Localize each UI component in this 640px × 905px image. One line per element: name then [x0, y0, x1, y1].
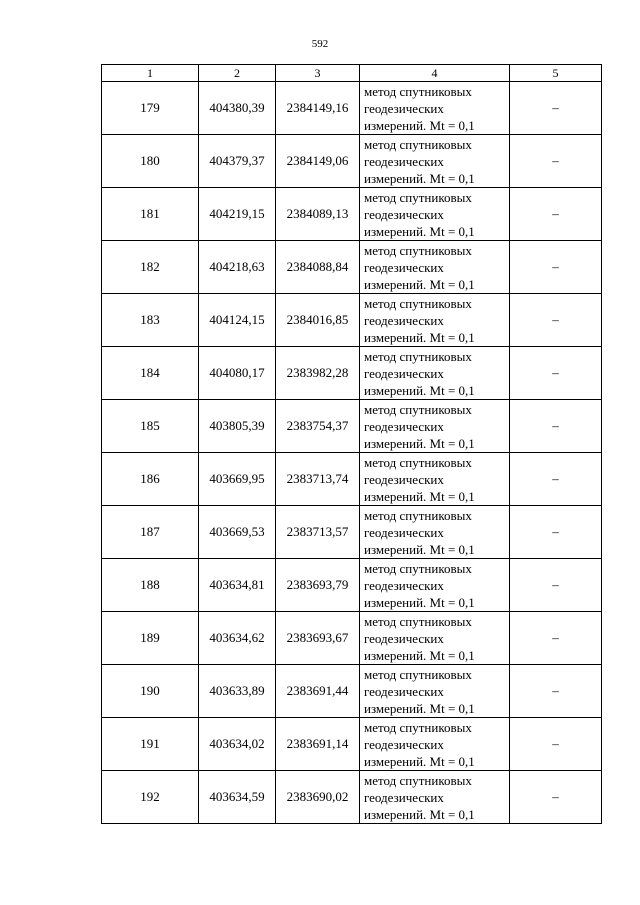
y-coordinate-cell: 2383693,79	[276, 559, 360, 612]
table-row	[102, 400, 602, 453]
method-line-3: измерений. Mt = 0,1	[364, 435, 475, 451]
y-coordinate-cell: 2384016,85	[276, 294, 360, 347]
column-5-cell: –	[510, 294, 602, 347]
x-coordinate-cell: 403669,53	[199, 506, 276, 559]
column-5-cell: –	[510, 559, 602, 612]
method-line-1: метод спутниковых	[364, 83, 472, 99]
y-coordinate-cell: 2383713,57	[276, 506, 360, 559]
column-5-cell: –	[510, 612, 602, 665]
table-row	[102, 559, 602, 612]
table-row	[102, 453, 602, 506]
method-line-3: измерений. Mt = 0,1	[364, 488, 475, 504]
y-coordinate-cell: 2383690,02	[276, 771, 360, 824]
method-line-3: измерений. Mt = 0,1	[364, 382, 475, 398]
method-line-1: метод спутниковых	[364, 242, 472, 258]
column-5-cell: –	[510, 506, 602, 559]
page-number: 592	[311, 38, 329, 50]
method-line-2: геодезических	[364, 736, 444, 752]
method-line-2: геодезических	[364, 153, 444, 169]
method-line-3: измерений. Mt = 0,1	[364, 170, 475, 186]
table-row	[102, 82, 602, 135]
method-cell	[360, 771, 510, 824]
x-coordinate-cell: 404124,15	[199, 294, 276, 347]
x-coordinate-cell: 404219,15	[199, 188, 276, 241]
table-row	[102, 771, 602, 824]
method-line-1: метод спутниковых	[364, 772, 472, 788]
method-line-1: метод спутниковых	[364, 136, 472, 152]
column-5-cell: –	[510, 82, 602, 135]
y-coordinate-cell: 2383691,14	[276, 718, 360, 771]
x-coordinate-cell: 403634,02	[199, 718, 276, 771]
point-number-cell: 188	[102, 559, 199, 612]
method-cell	[360, 718, 510, 771]
column-header-2: 2	[199, 65, 276, 82]
method-line-3: измерений. Mt = 0,1	[364, 223, 475, 239]
point-number-cell: 182	[102, 241, 199, 294]
method-line-1: метод спутниковых	[364, 719, 472, 735]
method-cell	[360, 665, 510, 718]
header-row	[102, 65, 602, 82]
point-number-cell: 179	[102, 82, 199, 135]
method-line-1: метод спутниковых	[364, 189, 472, 205]
table-row	[102, 294, 602, 347]
y-coordinate-cell: 2384149,16	[276, 82, 360, 135]
column-header-1: 1	[102, 65, 199, 82]
method-cell	[360, 294, 510, 347]
table-row	[102, 665, 602, 718]
x-coordinate-cell: 403633,89	[199, 665, 276, 718]
method-line-3: измерений. Mt = 0,1	[364, 329, 475, 345]
column-5-cell: –	[510, 135, 602, 188]
point-number-cell: 183	[102, 294, 199, 347]
method-line-1: метод спутниковых	[364, 666, 472, 682]
method-line-2: геодезических	[364, 683, 444, 699]
column-5-cell: –	[510, 771, 602, 824]
point-number-cell: 189	[102, 612, 199, 665]
column-header-3: 3	[276, 65, 360, 82]
method-line-2: геодезических	[364, 630, 444, 646]
x-coordinate-cell: 403634,62	[199, 612, 276, 665]
method-cell	[360, 559, 510, 612]
column-5-cell: –	[510, 347, 602, 400]
table-row	[102, 506, 602, 559]
method-line-2: геодезических	[364, 259, 444, 275]
x-coordinate-cell: 404080,17	[199, 347, 276, 400]
column-5-cell: –	[510, 665, 602, 718]
column-header-5: 5	[510, 65, 602, 82]
table-row	[102, 188, 602, 241]
column-5-cell: –	[510, 188, 602, 241]
method-line-3: измерений. Mt = 0,1	[364, 276, 475, 292]
method-line-2: геодезических	[364, 365, 444, 381]
y-coordinate-cell: 2384088,84	[276, 241, 360, 294]
method-cell	[360, 82, 510, 135]
column-5-cell: –	[510, 400, 602, 453]
y-coordinate-cell: 2383982,28	[276, 347, 360, 400]
point-number-cell: 187	[102, 506, 199, 559]
method-line-1: метод спутниковых	[364, 295, 472, 311]
table-row	[102, 241, 602, 294]
table-row	[102, 718, 602, 771]
x-coordinate-cell: 403634,81	[199, 559, 276, 612]
point-number-cell: 180	[102, 135, 199, 188]
method-cell	[360, 506, 510, 559]
y-coordinate-cell: 2383754,37	[276, 400, 360, 453]
x-coordinate-cell: 404380,39	[199, 82, 276, 135]
y-coordinate-cell: 2384149,06	[276, 135, 360, 188]
method-cell	[360, 453, 510, 506]
method-line-2: геодезических	[364, 100, 444, 116]
x-coordinate-cell: 404379,37	[199, 135, 276, 188]
point-number-cell: 191	[102, 718, 199, 771]
column-5-cell: –	[510, 453, 602, 506]
method-line-3: измерений. Mt = 0,1	[364, 806, 475, 822]
method-cell	[360, 241, 510, 294]
x-coordinate-cell: 403634,59	[199, 771, 276, 824]
method-line-2: геодезических	[364, 524, 444, 540]
method-cell	[360, 400, 510, 453]
point-number-cell: 190	[102, 665, 199, 718]
method-line-2: геодезических	[364, 577, 444, 593]
x-coordinate-cell: 403805,39	[199, 400, 276, 453]
method-line-1: метод спутниковых	[364, 401, 472, 417]
method-cell	[360, 612, 510, 665]
y-coordinate-cell: 2383713,74	[276, 453, 360, 506]
table-row	[102, 135, 602, 188]
point-number-cell: 181	[102, 188, 199, 241]
point-number-cell: 184	[102, 347, 199, 400]
table-body	[102, 65, 602, 824]
method-line-3: измерений. Mt = 0,1	[364, 700, 475, 716]
method-line-1: метод спутниковых	[364, 613, 472, 629]
method-line-2: геодезических	[364, 789, 444, 805]
method-line-1: метод спутниковых	[364, 507, 472, 523]
x-coordinate-cell: 404218,63	[199, 241, 276, 294]
method-line-1: метод спутниковых	[364, 454, 472, 470]
method-line-3: измерений. Mt = 0,1	[364, 541, 475, 557]
method-cell	[360, 347, 510, 400]
method-line-1: метод спутниковых	[364, 560, 472, 576]
method-line-3: измерений. Mt = 0,1	[364, 594, 475, 610]
point-number-cell: 192	[102, 771, 199, 824]
method-line-2: геодезических	[364, 418, 444, 434]
method-line-3: измерений. Mt = 0,1	[364, 647, 475, 663]
method-cell	[360, 135, 510, 188]
method-line-2: геодезических	[364, 312, 444, 328]
y-coordinate-cell: 2384089,13	[276, 188, 360, 241]
column-5-cell: –	[510, 718, 602, 771]
method-line-3: измерений. Mt = 0,1	[364, 117, 475, 133]
method-line-2: геодезических	[364, 471, 444, 487]
point-number-cell: 185	[102, 400, 199, 453]
column-header-4: 4	[360, 65, 510, 82]
method-line-1: метод спутниковых	[364, 348, 472, 364]
table-row	[102, 612, 602, 665]
column-5-cell: –	[510, 241, 602, 294]
method-line-3: измерений. Mt = 0,1	[364, 753, 475, 769]
point-number-cell: 186	[102, 453, 199, 506]
x-coordinate-cell: 403669,95	[199, 453, 276, 506]
coordinates-table	[101, 64, 602, 824]
table-row	[102, 347, 602, 400]
y-coordinate-cell: 2383691,44	[276, 665, 360, 718]
y-coordinate-cell: 2383693,67	[276, 612, 360, 665]
method-line-2: геодезических	[364, 206, 444, 222]
method-cell	[360, 188, 510, 241]
